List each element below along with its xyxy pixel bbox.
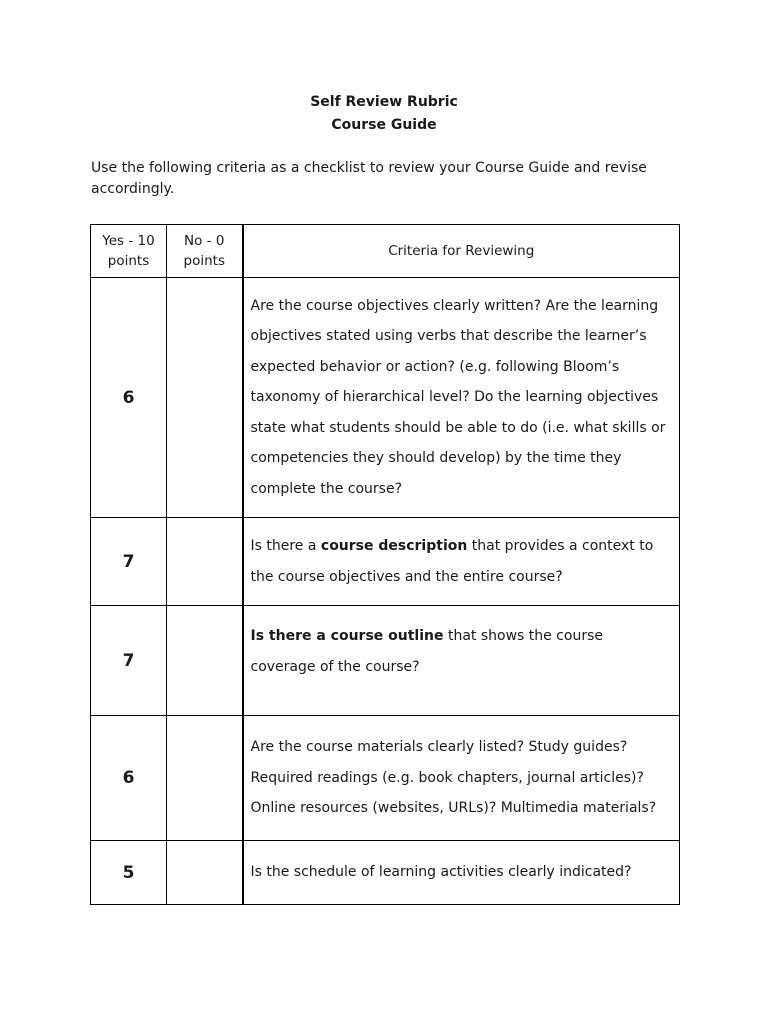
criteria-cell xyxy=(243,716,680,841)
header-criteria: Criteria for Reviewing xyxy=(243,225,680,278)
table-row xyxy=(91,518,680,606)
table-header-row xyxy=(91,225,680,278)
criteria-bold-term: Is there a course outline xyxy=(250,628,444,644)
criteria-text: Is the schedule of learning activities clearly indicated? xyxy=(250,864,632,881)
header-yes: Yes - 10 points xyxy=(91,225,167,278)
criteria-cell xyxy=(243,278,680,518)
table-row xyxy=(91,606,680,716)
criteria-text: that provides a context to the course objectives and the entire course? xyxy=(250,538,654,585)
document-title: Self Review Rubric xyxy=(310,94,458,110)
rubric-table xyxy=(90,224,680,905)
criteria-text: Are the course objectives clearly written? Are the learning objectives stated using verbs that describe the learner’s expected behavior or action? (e.g. following Bloom’s taxonomy of hierarchical level? Do the learning objectives state what students should be able to do (i.e. what skills or competencies they should develop) by the time they complete the course? xyxy=(250,297,666,497)
header-no: No - 0 points xyxy=(167,225,243,278)
yes-score-cell: 7 xyxy=(91,518,167,606)
yes-score-cell: 6 xyxy=(91,278,167,518)
no-score-cell xyxy=(167,606,243,716)
table-row xyxy=(91,716,680,841)
intro-text: Use the following criteria as a checklist to review your Course Guide and revise accordingly. xyxy=(91,160,647,197)
table-row xyxy=(91,278,680,518)
yes-score-cell: 7 xyxy=(91,606,167,716)
criteria-cell xyxy=(243,518,680,606)
no-score-cell xyxy=(167,518,243,606)
criteria-cell xyxy=(243,606,680,716)
yes-score-cell: 6 xyxy=(91,716,167,841)
yes-score-cell: 5 xyxy=(91,841,167,905)
no-score-cell xyxy=(167,278,243,518)
criteria-text-prefix: Is there a xyxy=(250,538,321,554)
table-row xyxy=(91,841,680,905)
criteria-text: Are the course materials clearly listed? Study guides? Required readings (e.g. book chapters, journal articles)? Online resources (websites, URLs)? Multimedia materials? xyxy=(250,739,657,817)
criteria-text: that shows the course coverage of the course? xyxy=(250,628,603,675)
no-score-cell xyxy=(167,841,243,905)
criteria-cell xyxy=(243,841,680,905)
no-score-cell xyxy=(167,716,243,841)
criteria-bold-term: course description xyxy=(320,538,468,554)
document-subtitle: Course Guide xyxy=(331,117,437,133)
